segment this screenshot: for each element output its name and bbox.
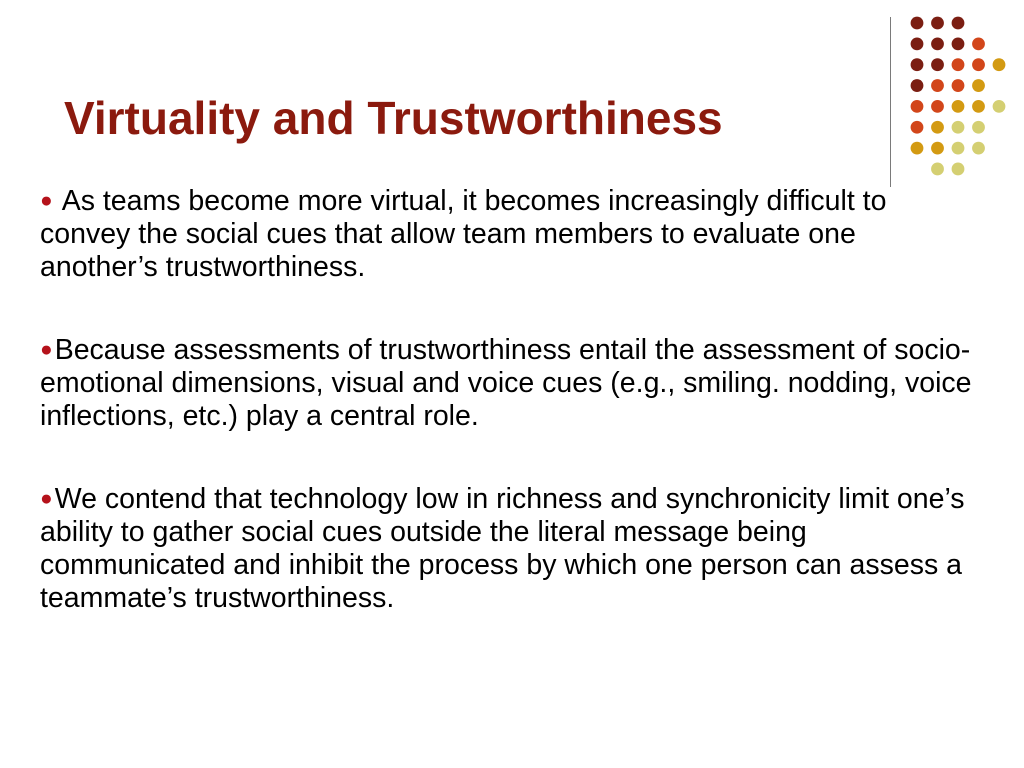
decorative-dot — [972, 100, 985, 113]
decorative-dot — [911, 142, 924, 155]
decorative-dot — [972, 121, 985, 134]
decorative-dot — [952, 58, 965, 71]
decorative-dot — [911, 58, 924, 71]
decorative-dot — [911, 37, 924, 50]
decorative-dot — [911, 121, 924, 134]
bullet-item — [40, 333, 980, 433]
bullet-text: Because assessments of trustworthiness entail the assessment of socio-emotional dimensions, visual and voice cues (e.g., smiling. nodding, voice inflections, etc.) play a central role. — [40, 334, 972, 432]
decorative-dot — [952, 121, 965, 134]
bullet-list — [40, 184, 980, 615]
bullet-dot-icon: ● — [40, 189, 53, 212]
decorative-dot — [972, 142, 985, 155]
decorative-dot — [911, 79, 924, 92]
bullet-dot-icon: ● — [40, 338, 53, 361]
slide-title: Virtuality and Trustworthiness — [64, 92, 723, 144]
dot-grid-decoration — [0, 0, 1024, 200]
decorative-dot — [993, 100, 1006, 113]
bullet-dot-icon: ● — [40, 487, 53, 510]
decorative-dot — [931, 17, 944, 30]
decorative-dot — [931, 121, 944, 134]
decorative-dot — [972, 58, 985, 71]
decorative-dot — [931, 100, 944, 113]
decorative-dot — [931, 79, 944, 92]
decorative-dot — [993, 58, 1006, 71]
decorative-dot — [952, 100, 965, 113]
decorative-dot — [952, 142, 965, 155]
decorative-dot — [911, 100, 924, 113]
decorative-dot — [952, 17, 965, 30]
decorative-dot — [931, 163, 944, 176]
decorative-dot — [931, 142, 944, 155]
decorative-dot — [972, 79, 985, 92]
decorative-dot — [911, 17, 924, 30]
decorative-dot — [931, 37, 944, 50]
decorative-dot — [931, 58, 944, 71]
bullet-text: As teams become more virtual, it becomes increasingly difficult to convey the social cues that allow team members to evaluate one another’s trustworthiness. — [40, 185, 887, 283]
decorative-dot — [952, 37, 965, 50]
bullet-text: We contend that technology low in richness and synchronicity limit one’s ability to gather social cues outside the literal message being communicated and inhibit the process by which one person can assess a teammate’s trustworthiness. — [40, 483, 965, 614]
bullet-item — [40, 482, 980, 615]
decorative-dot — [952, 163, 965, 176]
decorative-dot — [952, 79, 965, 92]
decorative-dot — [972, 37, 985, 50]
bullet-item — [40, 184, 980, 284]
